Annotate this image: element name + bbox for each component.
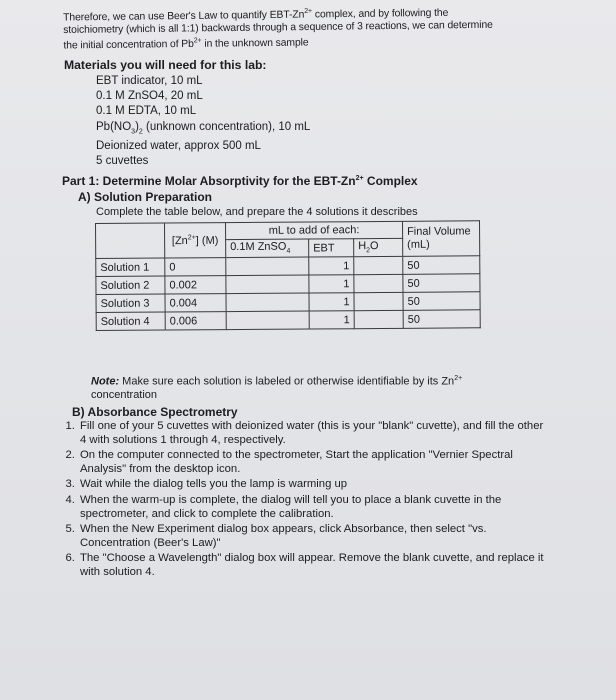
h2o-label: O: [369, 240, 379, 253]
table-header-row: [96, 221, 480, 241]
subscript: 4: [286, 248, 291, 256]
procedure-steps: [58, 419, 548, 580]
znso4-column-header: [226, 239, 309, 258]
materials-heading: Materials you will need for this lab:: [64, 58, 267, 72]
solution-name-cell: Solution 2: [96, 276, 165, 294]
part1-heading-end: Complex: [363, 174, 418, 188]
final-volume-cell: 50: [403, 310, 480, 329]
material-item: [96, 120, 310, 140]
procedure-step: 1. Fill one of your 5 cuvettes with deionized water (this is your "blank" cuvette), and fill the other 4 with solutions 1 through 4, respectively.: [78, 419, 548, 447]
intro-line-1: Therefore, we can use Beer's Law to quantify EBT-Zn: [63, 9, 305, 24]
final-volume-unit: (mL): [407, 238, 430, 251]
note-text: Make sure each solution is labeled or otherwise identifiable by its Zn: [119, 375, 455, 388]
subscript: 3: [131, 127, 136, 135]
material-item: Deionized water, approx 500 mL: [96, 140, 261, 153]
ebt-column-header: EBT: [309, 239, 354, 257]
zn-concentration-header: [165, 223, 226, 258]
subscript: 2: [366, 247, 371, 255]
solution-name-cell: Solution 3: [96, 294, 165, 312]
subscript: 2: [138, 127, 143, 135]
absorbance-heading: B) Absorbance Spectrometry: [72, 405, 238, 419]
h2o-value-cell[interactable]: [354, 256, 403, 274]
h2o-value-cell[interactable]: [354, 274, 403, 292]
final-volume-header: [402, 221, 479, 257]
zn-header-text: ] (M): [195, 234, 219, 247]
ebt-value-cell: 1: [309, 275, 354, 293]
superscript: 2+: [304, 7, 313, 16]
material-item: 0.1 M EDTA, 10 mL: [96, 105, 197, 118]
pb-text: ): [135, 120, 139, 133]
note-text-continued: concentration: [91, 388, 158, 401]
znso4-value-cell[interactable]: [226, 293, 309, 312]
part1-heading-text: Part 1: Determine Molar Absorptivity for the EBT-Zn: [62, 174, 356, 188]
solution-prep-heading: A) Solution Preparation: [78, 190, 213, 204]
znso4-label: 0.1M ZnSO: [230, 241, 287, 254]
h2o-value-cell[interactable]: [354, 310, 403, 328]
table-corner-cell: [96, 223, 165, 258]
znso4-value-cell[interactable]: [226, 311, 309, 330]
superscript: 2+: [187, 233, 196, 242]
procedure-step: 4. When the warm-up is complete, the dialog will tell you to place a blank cuvette in the spectrometer, and click to complete the calibration.: [78, 493, 548, 521]
h2o-column-header: [354, 238, 403, 256]
h2o-label: H: [358, 240, 367, 253]
znso4-value-cell[interactable]: [226, 275, 309, 294]
intro-paragraph: [63, 4, 513, 53]
intro-line-3-end: in the unknown sample: [201, 37, 309, 50]
material-item: 5 cuvettes: [96, 155, 149, 168]
labeling-note: [91, 372, 511, 402]
solution-name-cell: Solution 1: [96, 258, 165, 276]
solution-table: [95, 220, 481, 331]
final-volume-cell: 50: [403, 274, 480, 293]
final-volume-cell: 50: [403, 256, 480, 275]
procedure-step: 5. When the New Experiment dialog box appears, click Absorbance, then select "vs. Concentration (Beer's Law)": [78, 522, 548, 550]
procedure-step: 2. On the computer connected to the spectrometer, Start the application "Vernier Spectral Analysis" from the desktop icon.: [78, 448, 548, 476]
pb-text: Pb(NO: [96, 120, 132, 133]
zn-header-text: [Zn: [171, 234, 188, 247]
materials-list: [96, 74, 310, 170]
table-instruction: Complete the table below, and prepare the 4 solutions it describes: [96, 206, 418, 218]
procedure-step: 6. The "Choose a Wavelength" dialog box will appear. Remove the blank cuvette, and replace it with solution 4.: [78, 551, 548, 579]
h2o-value-cell[interactable]: [354, 292, 403, 310]
solution-name-cell: Solution 4: [96, 312, 165, 330]
final-volume-cell: 50: [403, 292, 480, 311]
material-item: EBT indicator, 10 mL: [96, 75, 203, 87]
procedure-step: 3. Wait while the dialog tells you the lamp is warming up: [78, 477, 548, 491]
final-volume-label: Final Volume: [407, 225, 471, 238]
superscript: 2+: [355, 175, 364, 182]
ebt-value-cell: 1: [309, 257, 354, 275]
ml-to-add-header: mL to add of each:: [226, 221, 403, 239]
table-row: [96, 310, 480, 331]
ebt-value-cell: 1: [309, 311, 354, 329]
superscript: 2+: [454, 375, 463, 382]
superscript: 2+: [193, 37, 202, 45]
pb-text: (unknown concentration), 10 mL: [142, 120, 311, 133]
intro-line-1-end: complex, and by following the: [311, 7, 449, 21]
zn-value-cell: 0.004: [165, 294, 226, 312]
znso4-value-cell[interactable]: [226, 257, 309, 276]
part1-heading: [62, 174, 418, 188]
material-item: 0.1 M ZnSO4, 20 mL: [96, 90, 203, 103]
note-label: Note:: [91, 375, 120, 388]
intro-line-3: the initial concentration of Pb: [63, 38, 194, 52]
ebt-value-cell: 1: [309, 293, 354, 311]
zn-value-cell: 0: [165, 258, 226, 276]
zn-value-cell: 0.002: [165, 276, 226, 294]
zn-value-cell: 0.006: [165, 312, 226, 330]
intro-line-2: stoichiometry (which is all 1:1) backwards through a sequence of 3 reactions, we can determine: [63, 19, 493, 36]
